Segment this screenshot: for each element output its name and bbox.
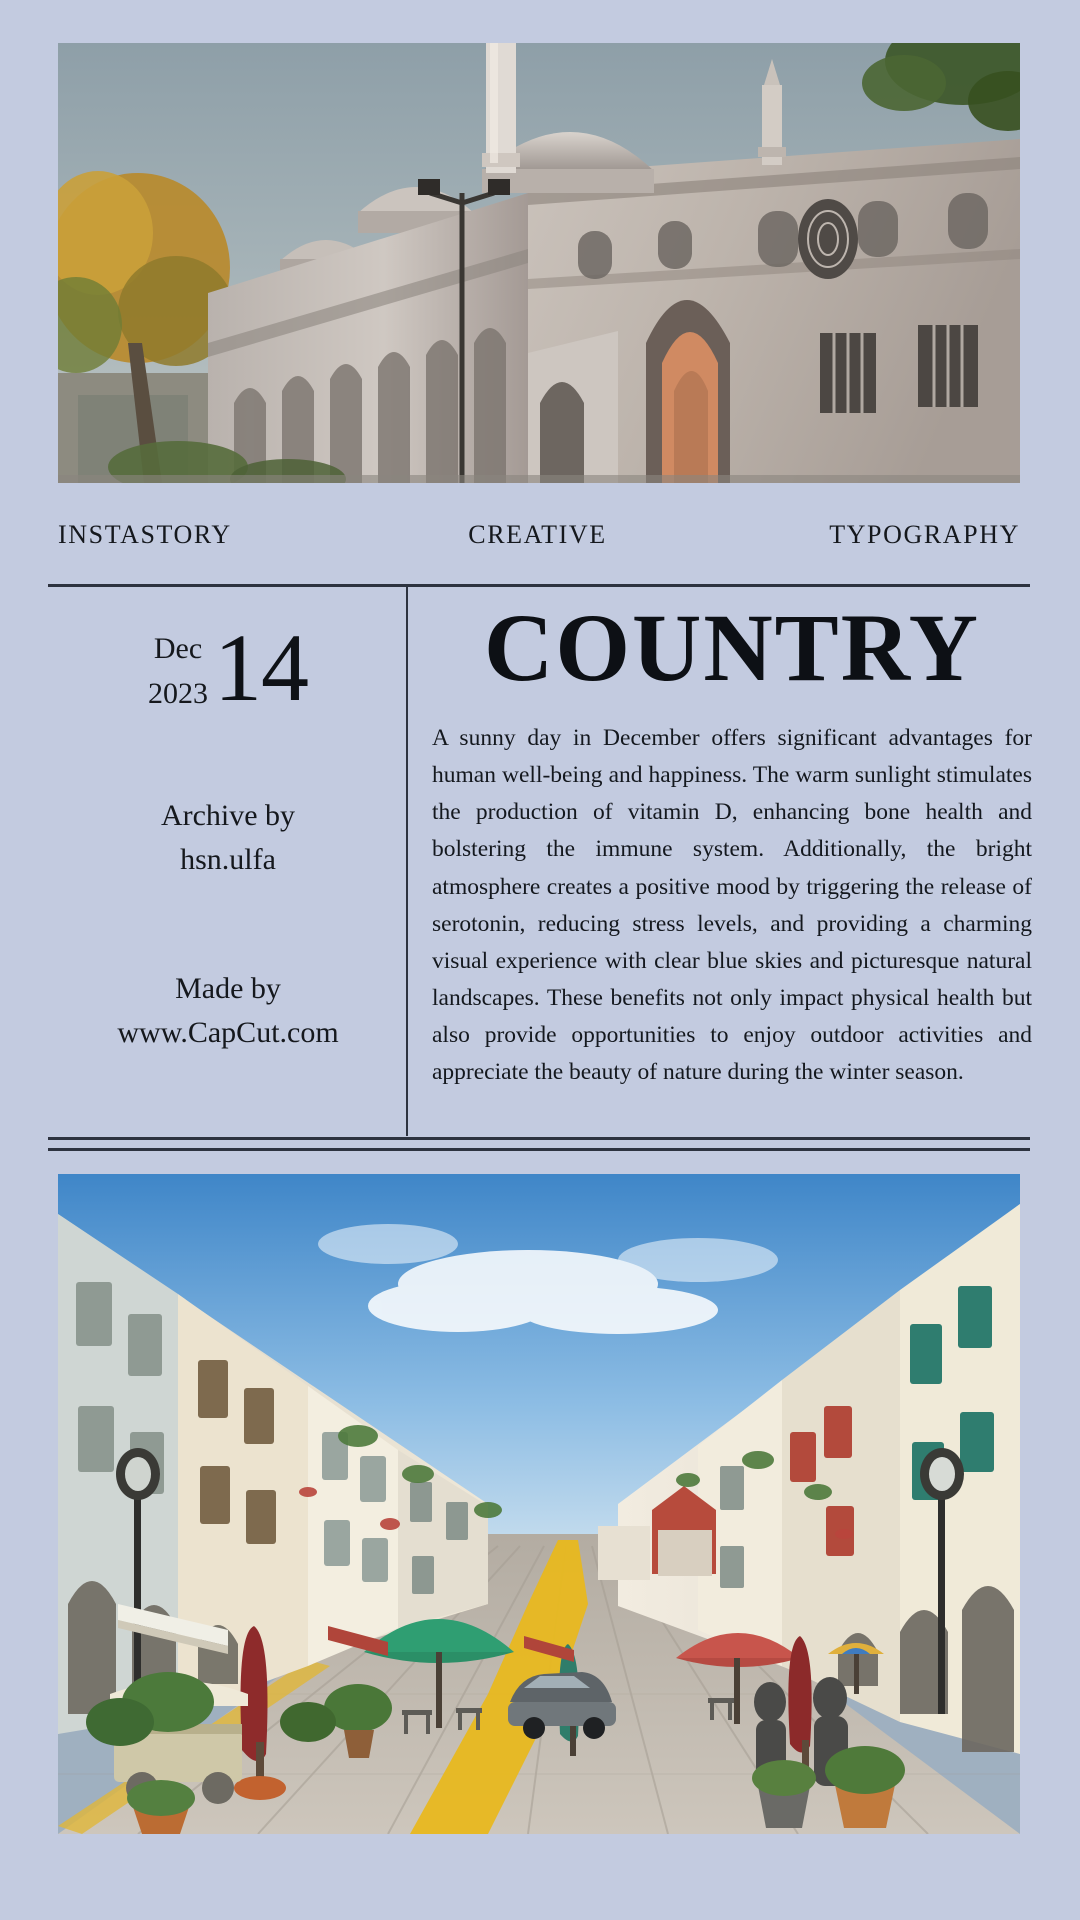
mosque-photo (58, 43, 1020, 483)
credit-made-by (58, 967, 398, 1054)
article-body: A sunny day in December offers significant advantages for human well-being and happiness. The warm sunlight stimulates the production of vitamin D, enhancing bone health and bolstering the immune system. Additionally, the bright atmosphere creates a positive mood by triggering the release of serotonin, reducing stress levels, and providing a charming visual experience with clear blue skies and picturesque natural landscapes. These benefits not only impact physical health but also provide opportunities to enjoy outdoor activities and appreciate the beauty of nature during the winter season. (432, 725, 1032, 1086)
date-year: 2023 (148, 677, 208, 710)
kicker-right: TYPOGRAPHY (829, 520, 1020, 549)
date-block (58, 613, 398, 721)
divider-vertical (406, 586, 408, 1136)
date-month-year (148, 620, 208, 716)
date-day: 14 (214, 613, 308, 721)
divider-top (48, 584, 1030, 587)
article-column (432, 594, 1032, 1091)
credit-made-by-value: www.CapCut.com (117, 1015, 339, 1049)
street-photo (58, 1174, 1020, 1834)
kicker-left: INSTASTORY (58, 520, 232, 549)
meta-column (58, 613, 398, 1054)
divider-bottom-2 (48, 1148, 1030, 1151)
kicker-row (58, 510, 1020, 560)
divider-bottom-1 (48, 1137, 1030, 1140)
date-month: Dec (153, 632, 203, 665)
credit-made-by-label: Made by (175, 972, 281, 1005)
credit-archive-value: hsn.ulfa (180, 842, 276, 876)
page-title: COUNTRY (484, 594, 980, 701)
kicker-center: CREATIVE (468, 520, 607, 549)
credit-archive-label: Archive by (160, 799, 296, 832)
credit-archive (58, 794, 398, 881)
